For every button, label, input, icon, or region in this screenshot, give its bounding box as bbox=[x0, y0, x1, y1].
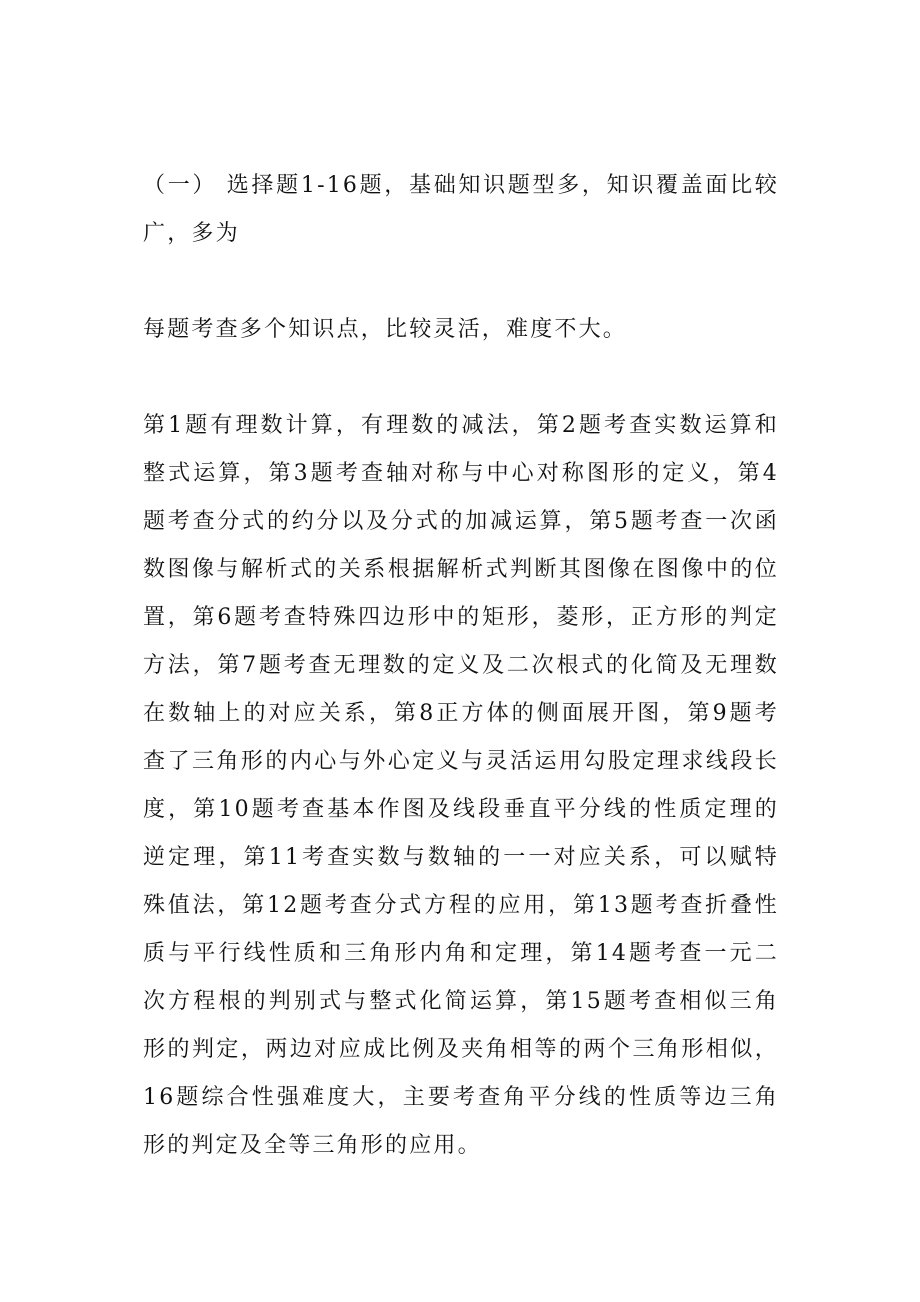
paragraph-details: 第1题有理数计算，有理数的减法，第2题考查实数运算和整式运算，第3题考查轴对称与中心对称图形的定义，第4题考查分式的约分以及分式的加减运算，第5题考查一次函数图像与解析式的关系根据解析式判断其图像在图像中的位置，第6题考查特殊四边形中的矩形，菱形，正方形的判定方法，第7题考查无理数的定义及二次根式的化简及无理数在数轴上的对应关系，第8正方体的侧面展开图，第9题考查了三角形的内心与外心定义与灵活运用勾股定理求线段长度，第10题考查基本作图及线段垂直平分线的性质定理的逆定理，第11考查实数与数轴的一一对应关系，可以赋特殊值法，第12题考查分式方程的应用，第13题考查折叠性质与平行线性质和三角形内角和定理，第14题考查一元二次方程根的判别式与整式化简运算，第15题考查相似三角形的判定，两边对应成比例及夹角相等的两个三角形相似，16题综合性强难度大，主要考查角平分线的性质等边三角形的判定及全等三角形的应用。 bbox=[143, 413, 779, 1158]
paragraph-summary: 每题考查多个知识点，比较灵活，难度不大。 bbox=[143, 317, 628, 342]
paragraph-intro: （一） 选择题1-16题，基础知识题型多，知识覆盖面比较广，多为 bbox=[143, 173, 779, 246]
